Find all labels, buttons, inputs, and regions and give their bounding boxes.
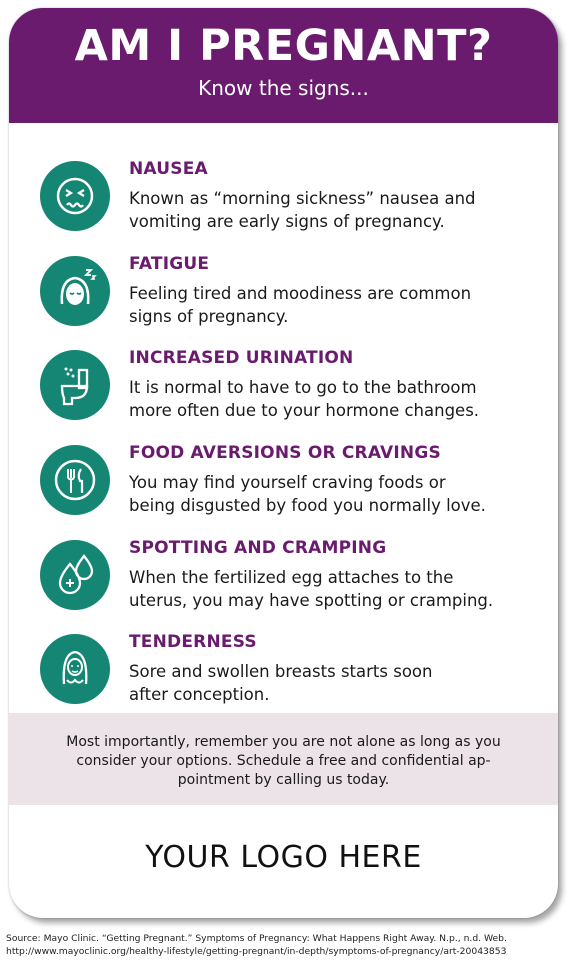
sick-face-icon <box>40 161 110 231</box>
info-card <box>9 8 558 918</box>
sign-item-spotting-cramping <box>9 537 558 631</box>
sign-description <box>129 567 549 612</box>
source-line: Source: Mayo Clinic. “Getting Pregnant.” Symptoms of Pregnancy: What Happens Right Away. N.p., n.d. Web. <box>6 933 507 944</box>
header-banner <box>9 8 558 123</box>
closing-note-text <box>39 733 528 790</box>
woman-breast-icon <box>40 634 110 704</box>
sign-title: NAUSEA <box>129 159 208 179</box>
sign-description-line: Known as “morning sickness” nausea and <box>129 189 476 208</box>
source-url: http://www.mayoclinic.org/healthy-lifestyle/getting-pregnant/in-depth/symptoms-of-pregnancy/art-20043853 <box>6 946 507 957</box>
page-title: AM I PREGNANT? <box>74 21 493 71</box>
sign-description <box>129 188 549 233</box>
toilet-icon <box>40 350 110 420</box>
sign-description-line: Sore and swollen breasts starts soon <box>129 662 433 681</box>
sign-item-nausea <box>9 158 558 252</box>
sign-item-fatigue <box>9 253 558 347</box>
blood-drops-icon <box>40 540 110 610</box>
logo-placeholder: YOUR LOGO HERE <box>145 840 422 875</box>
closing-note-line: Most importantly, remember you are not alone as long as you <box>66 734 501 750</box>
closing-note <box>9 713 558 805</box>
sign-title: TENDERNESS <box>129 632 257 652</box>
sign-description-line: vomiting are early signs of pregnancy. <box>129 211 445 231</box>
fork-knife-plate-icon <box>40 445 110 515</box>
closing-note-line: consider your options. Schedule a free and confidential ap- <box>76 753 491 769</box>
sign-description-line: You may find yourself craving foods or <box>129 473 446 492</box>
sign-title: FOOD AVERSIONS OR CRAVINGS <box>129 443 441 463</box>
sign-description <box>129 661 549 706</box>
sign-description-line: more often due to your hormone changes. <box>129 400 480 420</box>
closing-note-line: pointment by calling us today. <box>177 772 390 788</box>
sign-item-tenderness <box>9 631 558 725</box>
sign-description-line: being disgusted by food you normally love. <box>129 495 486 515</box>
sign-title: INCREASED URINATION <box>129 348 354 368</box>
sign-item-food-aversions <box>9 442 558 536</box>
sign-title: SPOTTING AND CRAMPING <box>129 538 387 558</box>
sign-description <box>129 283 549 328</box>
sign-title: FATIGUE <box>129 254 210 274</box>
sign-description <box>129 377 549 422</box>
sign-description-line: signs of pregnancy. <box>129 306 289 326</box>
sign-description-line: When the fertilized egg attaches to the <box>129 568 454 587</box>
sign-description-line: Feeling tired and moodiness are common <box>129 284 472 303</box>
sign-item-increased-urination <box>9 347 558 441</box>
tired-woman-icon <box>40 256 110 326</box>
page-subtitle: Know the signs... <box>198 76 369 100</box>
sign-description-line: after conception. <box>129 684 270 704</box>
source-citation <box>6 932 578 958</box>
sign-description-line: uterus, you may have spotting or cramping. <box>129 590 494 610</box>
sign-description <box>129 472 549 517</box>
sign-description-line: It is normal to have to go to the bathroom <box>129 378 477 397</box>
